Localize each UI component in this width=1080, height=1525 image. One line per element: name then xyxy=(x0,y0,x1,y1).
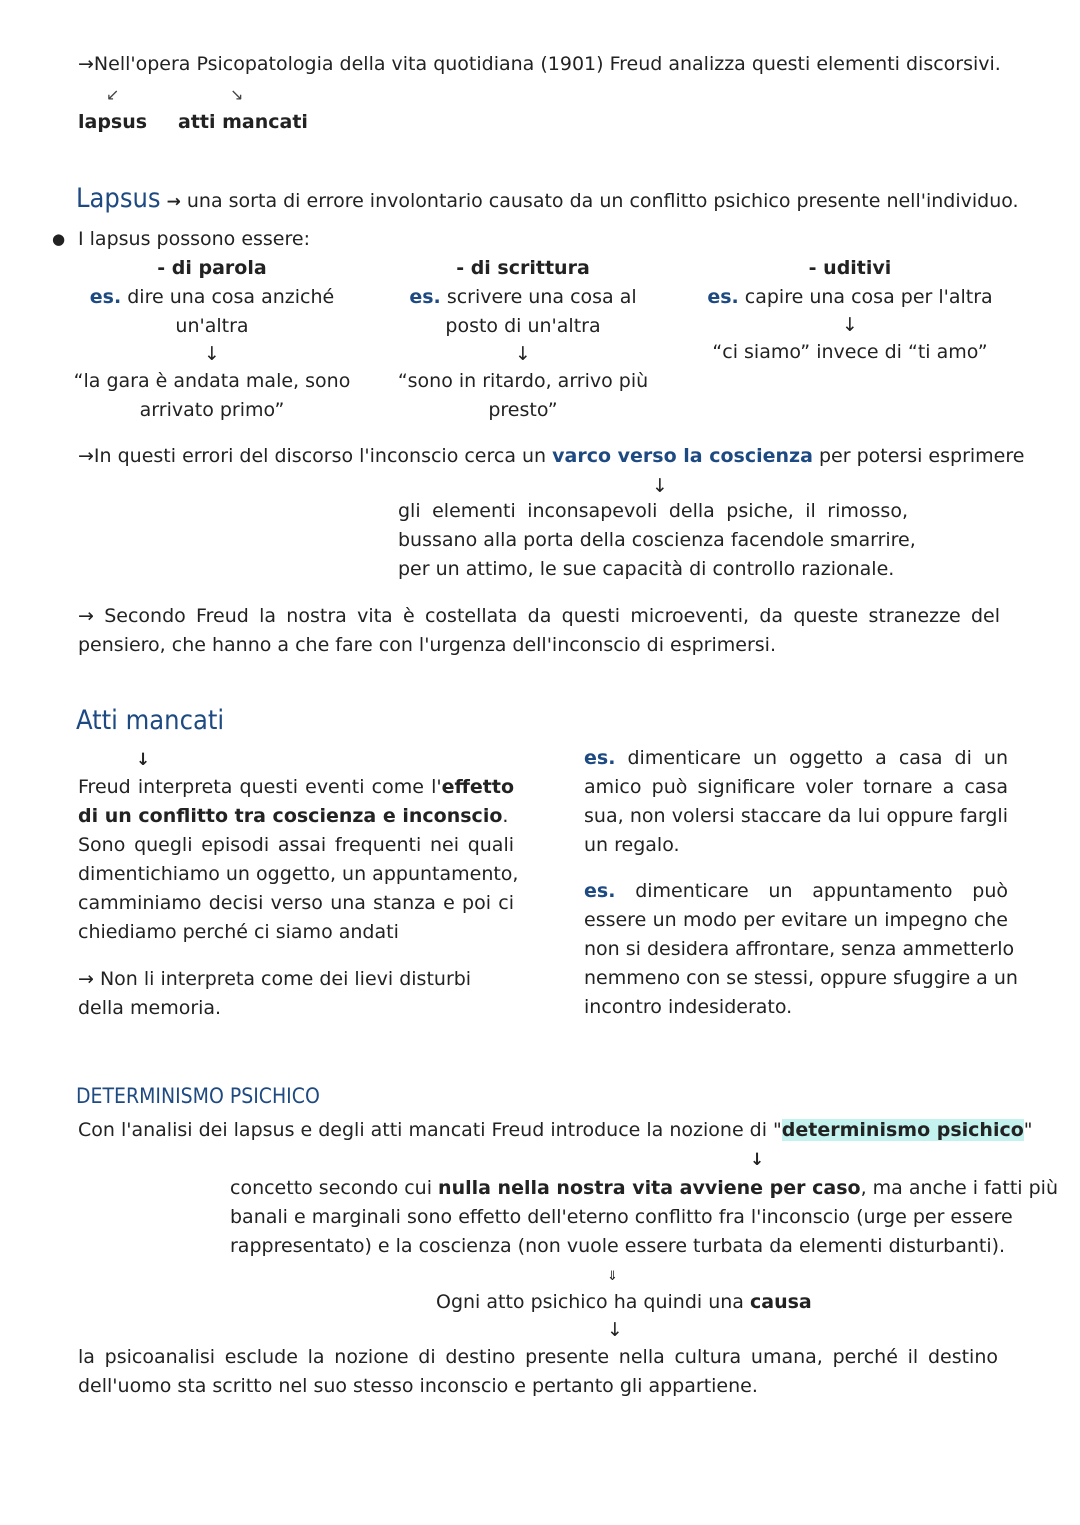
lapsus-title: Lapsus xyxy=(76,183,161,214)
final-paragraph xyxy=(78,1343,998,1401)
down-arrow-icon: ↓ xyxy=(204,343,220,365)
errors-line xyxy=(78,442,1024,471)
cause-line xyxy=(436,1288,812,1317)
explanation-block xyxy=(398,497,916,584)
errors-highlight: varco verso la coscienza xyxy=(552,445,813,467)
concept-block xyxy=(230,1174,1058,1261)
freud-line: → Secondo Freud la nostra vita è costellata da questi microeventi, da queste stranezze del xyxy=(78,605,1000,627)
branch-arrow-right: ↘ xyxy=(230,85,244,104)
example-text: sua, non volersi staccare da lui oppure fargli xyxy=(584,805,1008,827)
concept-text: , ma anche i fatti più xyxy=(860,1177,1058,1199)
example-text: amico può significare voler tornare a casa xyxy=(584,776,1008,798)
atti-bold: effetto xyxy=(441,776,514,798)
example-text: nemmeno con se stessi, oppure sfuggire a un xyxy=(584,967,1018,989)
lapsus-type-uditivi xyxy=(700,254,1000,367)
freud-paragraph xyxy=(78,602,1000,660)
down-arrow-icon: ↓ xyxy=(652,475,668,497)
example-text: incontro indesiderato. xyxy=(584,996,793,1018)
concept-text: banali e marginali sono effetto dell'eterno conflitto fra l'inconscio (urge per essere xyxy=(230,1206,1013,1228)
explanation-line: gli elementi inconsapevoli della psiche, il rimosso, xyxy=(398,500,908,522)
intro-arrow: → xyxy=(78,53,94,75)
atti-text: Sono quegli episodi assai frequenti nei quali xyxy=(78,834,514,856)
lapsus-types-intro: I lapsus possono essere: xyxy=(78,228,310,250)
atti-mancati-title: Atti mancati xyxy=(76,705,225,736)
type-example: scrivere una cosa al xyxy=(446,286,637,308)
lapsus-type-parola xyxy=(72,254,352,425)
double-down-arrow-icon: ⇓ xyxy=(607,1269,618,1284)
type-quote-cont: arrivato primo” xyxy=(139,399,285,421)
atti-text: . xyxy=(502,805,509,827)
errors-text-pre: In questi errori del discorso l'inconscio cerca un xyxy=(93,445,553,467)
down-arrow-icon: ↓ xyxy=(136,750,151,770)
errors-arrow: → xyxy=(78,445,94,467)
down-arrow-icon: ↓ xyxy=(607,1319,623,1341)
type-heading: - uditivi xyxy=(808,257,892,279)
example-text: un regalo. xyxy=(584,834,680,856)
cause-bold: causa xyxy=(750,1291,812,1313)
type-example: dire una cosa anziché xyxy=(127,286,335,308)
type-example-cont: posto di un'altra xyxy=(445,315,601,337)
atti-example-1 xyxy=(584,744,1008,860)
down-arrow-icon: ↓ xyxy=(515,343,531,365)
example-text: essere un modo per evitare un impegno che xyxy=(584,909,1008,931)
type-quote-cont: presto” xyxy=(488,399,558,421)
explanation-line: per un attimo, le sue capacità di controllo razionale. xyxy=(398,558,895,580)
es-label: es. xyxy=(584,880,616,902)
intro-line xyxy=(78,50,1001,79)
lapsus-arrow: → xyxy=(166,192,181,212)
es-label: es. xyxy=(409,286,441,308)
atti-note: della memoria. xyxy=(78,997,222,1019)
type-heading: - di scrittura xyxy=(456,257,590,279)
final-text: la psicoanalisi esclude la nozione di destino presente nella cultura umana, perché il destino xyxy=(78,1346,998,1368)
type-example-cont: un'altra xyxy=(175,315,249,337)
intro-text: Nell'opera Psicopatologia della vita quotidiana (1901) Freud analizza questi elementi discorsivi. xyxy=(93,53,1001,75)
intro-text: " xyxy=(1023,1119,1033,1141)
atti-bold: di un conflitto tra coscienza e inconscio xyxy=(78,805,503,827)
es-label: es. xyxy=(707,286,739,308)
type-quote: “ci siamo” invece di “ti amo” xyxy=(712,341,988,363)
example-text: dimenticare un oggetto a casa di un xyxy=(627,747,1008,769)
cause-text: Ogni atto psichico ha quindi una xyxy=(436,1291,750,1313)
lapsus-heading-line xyxy=(76,184,1019,217)
atti-example-2 xyxy=(584,877,1018,1022)
highlighted-term: determinismo psichico xyxy=(781,1119,1024,1141)
atti-text: chiediamo perché ci siamo andati xyxy=(78,921,399,943)
bullet-icon: ● xyxy=(52,230,66,248)
errors-text-post: per potersi esprimere xyxy=(812,445,1025,467)
branch-arrow-left: ↙ xyxy=(106,85,120,104)
concept-bold: nulla nella nostra vita avviene per caso xyxy=(438,1177,861,1199)
concept-text: concetto secondo cui xyxy=(230,1177,439,1199)
lapsus-type-scrittura xyxy=(392,254,654,425)
type-heading: - di parola xyxy=(157,257,267,279)
intro-text: Con l'analisi dei lapsus e degli atti mancati Freud introduce la nozione di " xyxy=(78,1119,782,1141)
type-example: capire una cosa per l'altra xyxy=(744,286,993,308)
branch-lapsus: lapsus xyxy=(78,111,148,133)
branch-atti-mancati: atti mancati xyxy=(178,111,308,133)
atti-left-column xyxy=(78,773,519,1023)
freud-line: pensiero, che hanno a che fare con l'urgenza dell'inconscio di esprimersi. xyxy=(78,634,776,656)
down-arrow-icon: ↓ xyxy=(750,1150,765,1170)
atti-text: camminiamo decisi verso una stanza e poi ci xyxy=(78,892,514,914)
es-label: es. xyxy=(584,747,616,769)
example-text: non si desidera affrontare, senza ammetterlo xyxy=(584,938,1015,960)
atti-note: → Non li interpreta come dei lievi disturbi xyxy=(78,968,472,990)
example-text: dimenticare un appuntamento può xyxy=(635,880,1008,902)
type-quote: “la gara è andata male, sono xyxy=(73,370,351,392)
atti-text: dimentichiamo un oggetto, un appuntamento, xyxy=(78,863,519,885)
concept-text: rappresentato) e la coscienza (non vuole essere turbata da elementi disturbanti). xyxy=(230,1235,1006,1257)
down-arrow-icon: ↓ xyxy=(842,314,858,336)
determinismo-intro xyxy=(78,1116,1033,1145)
type-quote: “sono in ritardo, arrivo più xyxy=(397,370,649,392)
explanation-line: bussano alla porta della coscienza facendole smarrire, xyxy=(398,529,916,551)
es-label: es. xyxy=(89,286,122,308)
atti-text: Freud interpreta questi eventi come l' xyxy=(78,776,442,798)
determinismo-title: DETERMINISMO PSICHICO xyxy=(76,1084,320,1108)
final-text: dell'uomo sta scritto nel suo stesso inconscio e pertanto gli appartiene. xyxy=(78,1375,758,1397)
lapsus-definition: una sorta di errore involontario causato da un conflitto psichico presente nell'individuo. xyxy=(186,190,1019,212)
